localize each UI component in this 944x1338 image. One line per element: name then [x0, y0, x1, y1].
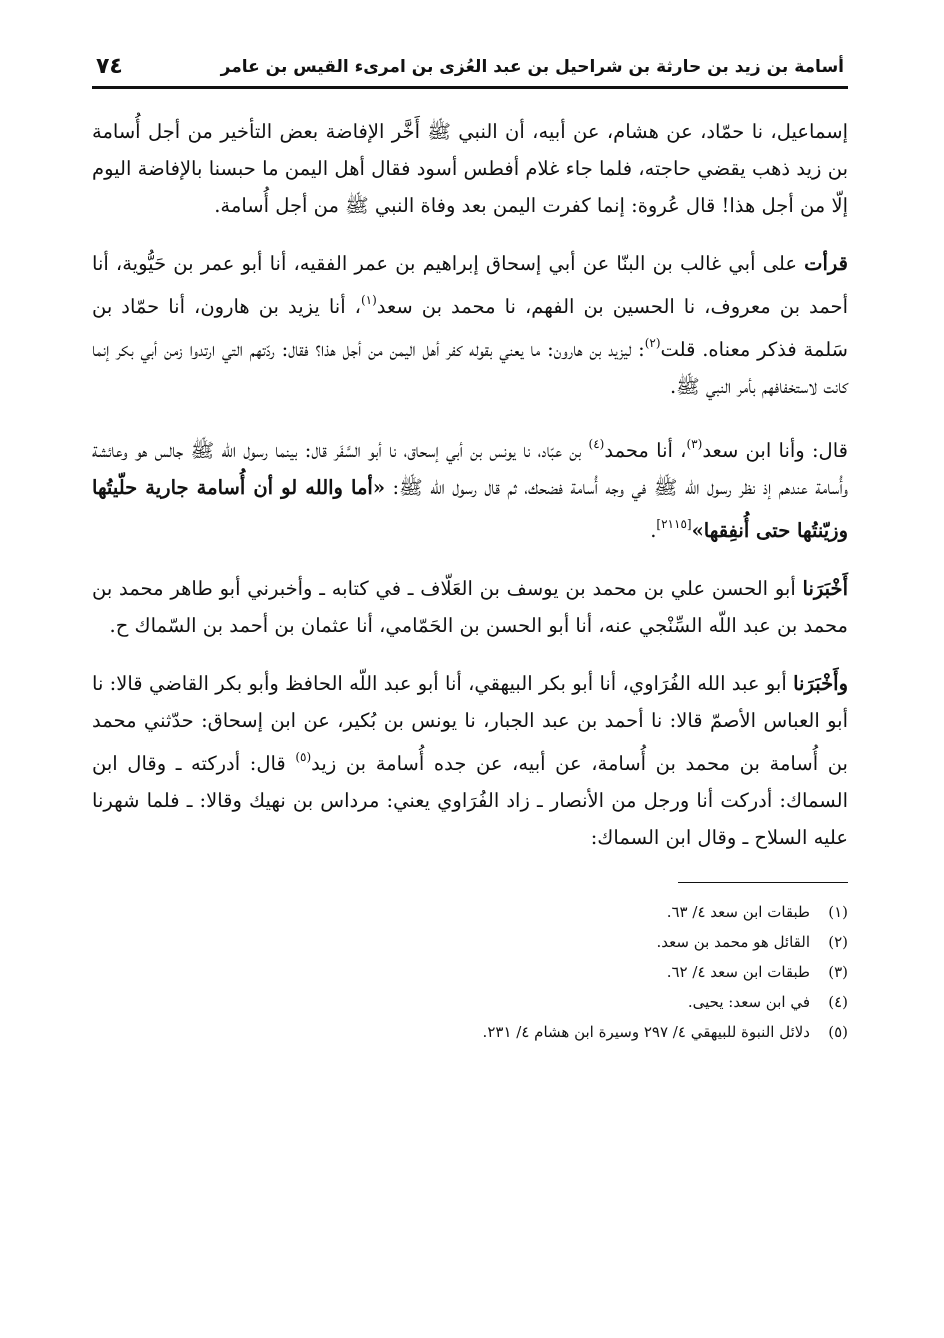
footnote-item — [92, 987, 848, 1017]
footnote-separator — [678, 882, 848, 883]
main-text — [92, 113, 848, 856]
footnote-ref[interactable]: (٤) — [588, 437, 605, 451]
paragraph-text: على أبي غالب بن البنّا عن أبي إسحاق إبراهيم بن عمر الفقيه، أنا أبو عمر بن حَيُّوية، أنا أحمد بن معروف، نا الحسين بن الفهم، نا محمد بن سعد — [92, 252, 848, 318]
footnote-text: طبقات ابن سعد ٤/ ٦٢. — [666, 963, 810, 981]
paragraph-1 — [92, 113, 848, 224]
paragraph-text: . — [650, 519, 657, 542]
hadith-quote: «أما والله لو أن أُسامة جارية حلّيتُها وزيّنتُها حتى أُنفِقها» — [92, 476, 848, 542]
footnote-ref[interactable]: (١) — [360, 293, 377, 307]
paragraph-text: : ليزيد بن هارون: ما يعني بقوله كفر أهل اليمن من أجل هذا؟ فقال: ردّتهم التي ارتدوا زمن أبي بكر إنما كانت لاستخفافهم بأمر النبي ﷺ. — [92, 338, 848, 398]
running-title: أسامة بن زيد بن حارثة بن شراحيل بن عبد العُزى بن امرىء القيس بن عامر — [220, 57, 844, 77]
header-rule — [92, 86, 848, 89]
paragraph-text: ، أنا يزيد بن هارون، أنا حمّاد بن سَلمة فذكر معناه. قلت — [92, 295, 848, 361]
footnote-number: (٥) — [828, 1023, 848, 1041]
footnote-ref[interactable]: (٣) — [686, 437, 703, 451]
footnote-ref[interactable]: (٥) — [295, 750, 312, 764]
footnote-text: دلائل النبوة للبيهقي ٤/ ٢٩٧ وسيرة ابن هشام ٤/ ٢٣١. — [482, 1023, 810, 1041]
footnote-number: (١) — [828, 903, 848, 921]
page-header — [92, 52, 848, 82]
footnote-ref[interactable]: (٢) — [644, 336, 661, 350]
paragraph-lead-word: وأَخْبَرَنا — [793, 672, 848, 695]
footnote-number: (٢) — [828, 933, 848, 951]
paragraph-text: قال: وأنا ابن سعد — [702, 439, 848, 462]
footnote-text: طبقات ابن سعد ٤/ ٦٣. — [666, 903, 810, 921]
paragraph-lead-word: أَخْبَرَنا — [802, 577, 848, 600]
footnotes — [92, 897, 848, 1047]
footnote-item — [92, 1017, 848, 1047]
footnote-text: في ابن سعد: يحيى. — [687, 993, 810, 1011]
paragraph-4 — [92, 570, 848, 644]
footnote-item — [92, 927, 848, 957]
hadith-number: [٢١١٥] — [656, 517, 692, 531]
footnote-number: (٣) — [828, 963, 848, 981]
paragraph-text: بن عبّاد، نا يونس بن أبي إسحاق، نا أبو السَّفَر قال: بينما رسول الله ﷺ جالس هو وعائشة وأُسامة عندهم إذ نظر رسول الله ﷺ في وجه أُسامة فضحك، ثم قال رسول الله ﷺ: — [92, 439, 849, 499]
paragraph-text: إسماعيل، نا حمّاد، عن هشام، عن أبيه، أن النبي ﷺ أَخَّر الإفاضة بعض التأخير من أجل أُسامة بن زيد ذهب يقضي حاجته، فلما جاء غلام أفطس أسود فقال أهل اليمن ما حبسنا بالإفاضة اليوم إلّا من أجل هذا! قال عُروة: إنما كفرت اليمن بعد وفاة النبي ﷺ من أجل أُسامة. — [92, 120, 848, 217]
paragraph-3 — [92, 426, 848, 549]
page-number: ٧٤ — [96, 54, 123, 79]
paragraph-text: قال: أدركته ـ وقال ابن السماك: أدركت أنا ورجل من الأنصار ـ زاد الفُرَاوي يعني: مرداس بن نهيك وقالا: ـ فلما شهرنا عليه السلاح ـ وقال ابن السماك: — [92, 752, 848, 849]
paragraph-2 — [92, 245, 848, 405]
paragraph-text: ، أنا محمد — [604, 439, 687, 462]
footnote-item — [92, 897, 848, 927]
paragraph-lead-word: قرأت — [804, 252, 848, 275]
paragraph-text: أبو عبد الله الفُرَاوي، أنا أبو بكر البيهقي، أنا أبو عبد اللّه الحافظ وأبو بكر القاضي قالا: نا أبو العباس الأصمّ قالا: نا أحمد بن عبد الجبار، نا يونس بن بُكير، عن ابن إسحاق: حدّثني محمد بن أُسامة بن محمد بن أُسامة، عن أبيه، عن جده أُسامة بن زيد — [92, 672, 848, 775]
footnote-number: (٤) — [828, 993, 848, 1011]
paragraph-5 — [92, 665, 848, 856]
paragraph-text: أبو الحسن علي بن محمد بن يوسف بن العَلّاف ـ في كتابه ـ وأخبرني أبو طاهر محمد بن محمد بن عبد اللّه السِّنْجي عنه، أنا أبو الحسن بن الحَمّامي، أنا عثمان بن أحمد بن السّماك ح. — [92, 577, 848, 637]
footnote-item — [92, 957, 848, 987]
footnote-text: القائل هو محمد بن سعد. — [656, 933, 810, 951]
